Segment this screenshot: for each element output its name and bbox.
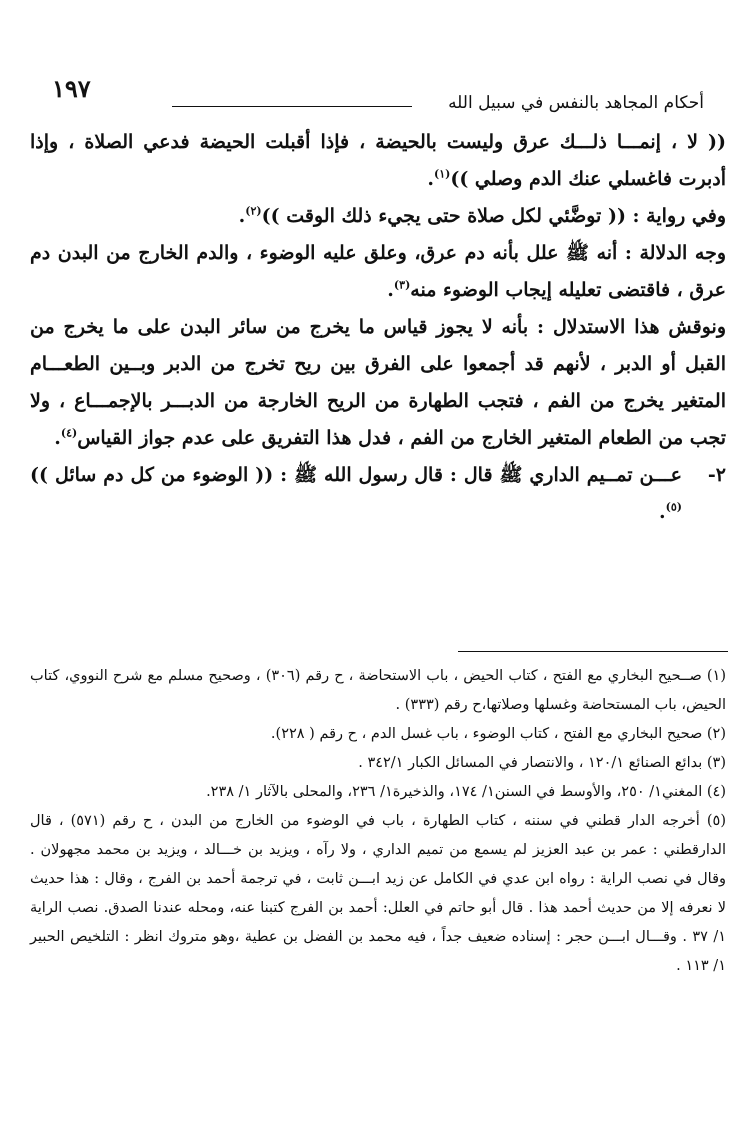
footnote-5: (٥) أخرجه الدار قطني في سننه ، كتاب الطهارة ، باب في الوضوء من الخارج من البدن ، ح رقم (٥٧١) ، قال الدارقطني : عمر بن عبد العزيز لم يسمع من تميم الداري ، ولا رآه ، ويزيد بن خـــالد ، ويزيد بن محمد مجهولان . وقال في نصب الراية : رواه ابن عدي في الكامل عن زيد ابـــن ثابت ، في ترجمة أحمد بن الفرج ، وقال : هذا حديث لا نعرفه إلا من حديث أحمد هذا . قال أبو حاتم في العلل: أحمد بن الفرج كتبنا عنه، ومحله عندنا الصدق. نصب الراية ١/ ٣٧ . وقـــال ابـــن حجر : إسناده ضعيف جداً ، فيه محمد بن الفضل بن عطية ،وهو متروك انظر : التلخيص الحبير ١/ ١١٣ . (30, 813, 726, 974)
item-number: ٢- (707, 464, 726, 486)
footnote-ref: (١) (433, 167, 451, 181)
footnote-separator (458, 651, 728, 652)
paragraph-text: وجه الدلالة : أنه ﷺ علل بأنه دم عرق، وعلق عليه الوضوء ، والدم الخارج من البدن دم عرق ، فاقتضى تعليله إيجاب الوضوء منه (30, 242, 727, 301)
paragraph-narration (30, 198, 726, 235)
paragraph-text: (( لا ، إنمـــا ذلـــك عرق وليست بالحيضة ، فإذا أقبلت الحيضة فدعي الصلاة ، وإذا أدبرت فاغسلي عنك الدم وصلي )) (30, 131, 726, 190)
footnote-4: (٤) المغني١/ ٢٥٠، والأوسط في السنن١/ ١٧٤، والذخيرة١/ ٢٣٦، والمحلى بالآثار ١/ ٢٣٨. (206, 784, 726, 800)
paragraph-hadith-quote (30, 124, 726, 198)
running-title: أحكام المجاهد بالنفس في سبيل الله (448, 93, 704, 113)
period: . (427, 168, 434, 190)
footnote-ref: (٤) (60, 426, 78, 440)
paragraph-text: ونوقش هذا الاستدلال : بأنه لا يجوز قياس ما يخرج من سائر البدن على ما يخرج من القبل أو الدبر ، لأنهم قد أجمعوا على الفرق بين ريح تخرج من الدبر وبــين الطعـــام المتغير يخرج من الفم ، فتجب الطهارة من الريح الخارجة من الدبـــر بالإجمـــاع ، ولا تجب من الطعام المتغير الخارج من الفم ، فدل هذا التفريق على عدم جواز القياس (30, 316, 726, 449)
period: . (238, 205, 246, 227)
footnote-3: (٣) بدائع الصنائع ١٢٠/١ ، والانتصار في المسائل الكبار ٣٤٢/١ . (358, 755, 726, 771)
footnote-ref: (٢) (245, 204, 262, 218)
paragraph-evidence (30, 235, 726, 309)
paragraph-discussion (30, 309, 726, 457)
item-text: عـــن تمــيم الداري ﷺ قال : قال رسول الله ﷺ : (( الوضوء من كل دم سائل )) (30, 464, 682, 486)
numbered-item (30, 457, 726, 531)
footnote-1: (١) صــحيح البخاري مع الفتح ، كتاب الحيض ، باب الاستحاضة ، ح رقم (٣٠٦) ، وصحيح مسلم مع شرح النووي، كتاب الحيض، باب المستحاضة وغسلها وصلاتها،ح رقم (٣٣٣) . (30, 668, 726, 713)
period: . (659, 501, 666, 523)
page-number: ١٩٧ (52, 74, 91, 103)
footnote-ref: (٣) (393, 278, 411, 292)
footnotes (30, 662, 726, 981)
footnote-ref: (٥) (665, 500, 682, 514)
item-text-wrapper (30, 457, 682, 531)
period: . (387, 279, 394, 301)
period: . (54, 427, 61, 449)
main-text (30, 124, 726, 531)
header-rule (172, 106, 412, 107)
footnote-2: (٢) صحيح البخاري مع الفتح ، كتاب الوضوء ، باب غسل الدم ، ح رقم ( ٢٢٨). (270, 726, 726, 742)
paragraph-text: وفي رواية : (( توضَّئي لكل صلاة حتى يجيء ذلك الوقت )) (261, 205, 726, 227)
